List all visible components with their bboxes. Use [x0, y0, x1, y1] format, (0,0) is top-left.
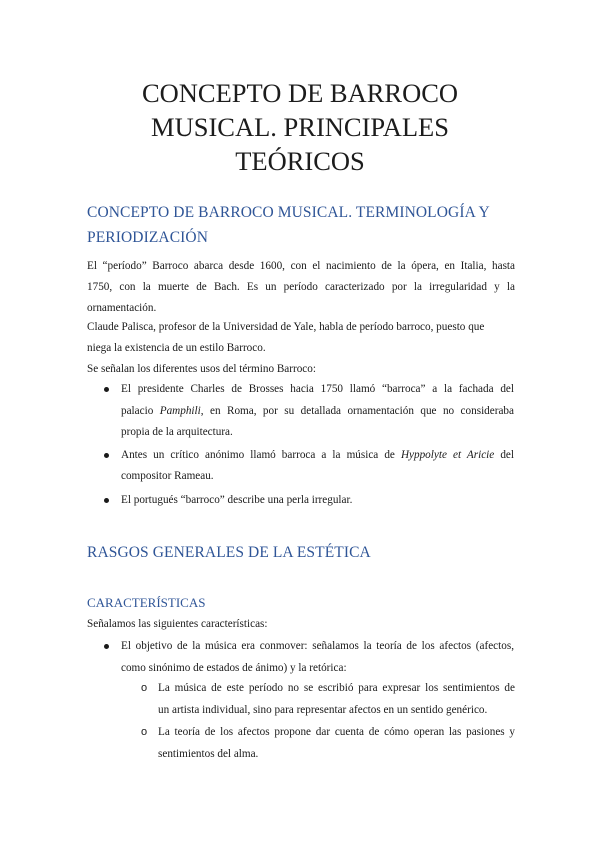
text-line: Claude Palisca, profesor de la Universidad de Yale, habla de período barroco, puesto que: [87, 321, 485, 333]
title-line: MUSICAL. PRINCIPALES: [151, 112, 449, 142]
section-heading-rasgos: [87, 540, 527, 565]
paragraph-usos: [87, 359, 515, 380]
title-line: CONCEPTO DE BARROCO: [141, 78, 459, 108]
text-line: El presidente Charles de Brosses hacia 1750 llamó “barroca” a la fachada del: [121, 383, 514, 395]
text-fragment: palacio: [121, 404, 160, 417]
bullet-icon: [104, 387, 109, 392]
paragraph-periodo: [87, 256, 515, 319]
text-fragment: del: [494, 448, 514, 461]
text-line: La música de este período no se escribió para expresar los sentimientos de: [158, 682, 515, 694]
text-line: ornamentación.: [87, 302, 157, 314]
circle-bullet-icon: o: [141, 726, 148, 738]
bullet-list-caracteristicas: [121, 636, 514, 679]
text-line: Señalamos las siguientes características:: [87, 618, 268, 630]
list-item: [121, 490, 514, 512]
heading-line: RASGOS GENERALES DE LA ESTÉTICA: [87, 544, 371, 561]
heading-line: PERIODIZACIÓN: [87, 229, 208, 246]
document-title: [80, 76, 520, 178]
heading-line: CONCEPTO DE BARROCO MUSICAL. TERMINOLOGÍA Y: [87, 204, 490, 221]
italic-text: Pamphili: [159, 404, 201, 417]
text-fragment: Antes un crítico anónimo llamó barroca a la música de: [121, 448, 401, 461]
subsection-heading-caracteristicas: CARACTERÍSTICAS: [87, 595, 206, 610]
list-item: [121, 636, 514, 679]
bullet-list-usos: [121, 379, 514, 511]
circle-bullet-icon: o: [141, 682, 148, 694]
text-line: propia de la arquitectura.: [121, 426, 233, 438]
paragraph-palisca: [87, 317, 515, 359]
text-line: Se señalan los diferentes usos del término Barroco:: [87, 363, 316, 375]
text-fragment: , en Roma, por su detallada ornamentación que no consideraba: [200, 404, 514, 417]
text-line: La teoría de los afectos propone dar cuenta de cómo operan las pasiones y: [158, 726, 515, 738]
text-line: compositor Rameau.: [121, 470, 214, 482]
text-line: El objetivo de la música era conmover: señalamos la teoría de los afectos (afectos,: [121, 640, 514, 652]
text-line: niega la existencia de un estilo Barroco.: [87, 342, 266, 354]
title-line: TEÓRICOS: [235, 146, 365, 176]
text-line: 1750, con la muerte de Bach. Es un período caracterizado por la irregularidad y la: [87, 281, 515, 293]
text-line: El “período” Barroco abarca desde 1600, con el nacimiento de la ópera, en Italia, hasta: [87, 260, 515, 272]
list-item: [141, 678, 515, 721]
text-line: un artista individual, sino para representar afectos en un sentido genérico.: [158, 703, 488, 716]
list-item: [121, 445, 514, 488]
list-item: [141, 722, 515, 765]
italic-text: Hyppolyte et Aricie: [400, 448, 495, 461]
section-heading-concepto: [87, 200, 527, 250]
list-item: [121, 379, 514, 444]
paragraph-intro: [87, 614, 515, 635]
text-line: como sinónimo de estados de ánimo) y la retórica:: [121, 661, 347, 674]
bullet-icon: [104, 644, 109, 649]
sub-bullet-list: [141, 678, 515, 765]
bullet-icon: [104, 498, 109, 503]
text-line: El portugués “barroco” describe una perla irregular.: [121, 493, 353, 506]
bullet-icon: [104, 453, 109, 458]
text-line: [121, 445, 514, 467]
text-line: sentimientos del alma.: [158, 747, 259, 760]
text-line: [121, 401, 514, 423]
